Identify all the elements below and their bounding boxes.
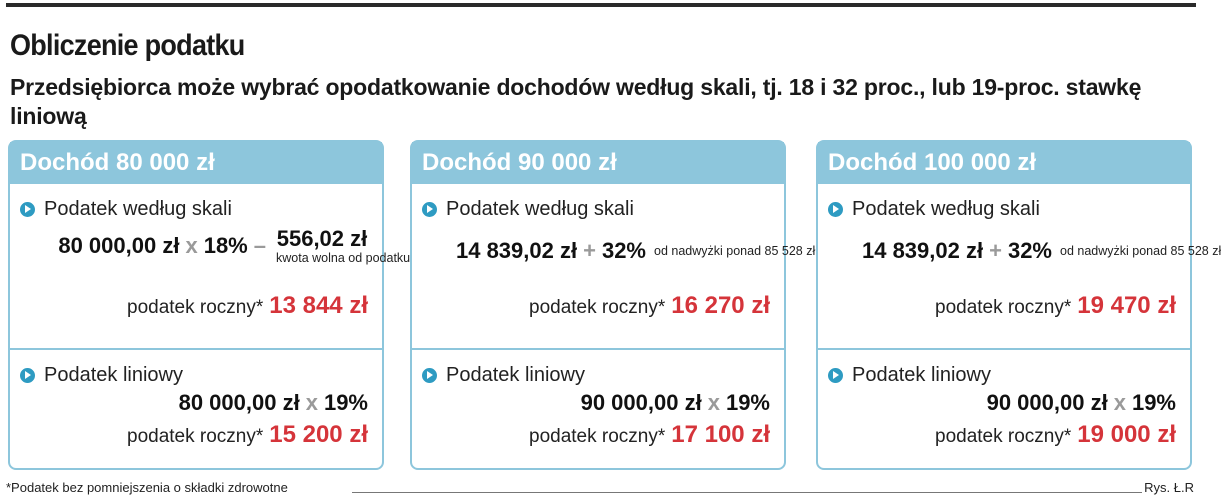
- arrow-bullet-icon: [828, 368, 843, 383]
- linear-tax-formula: [179, 390, 368, 416]
- scale-tax-label: Podatek według skali: [44, 198, 232, 220]
- surplus-note: od nadwyżki ponad 85 528 zł: [654, 243, 816, 258]
- deduction-note: kwota wolna od podatku: [276, 251, 411, 265]
- result-label: podatek roczny*: [127, 426, 264, 447]
- scale-rate: 32%: [1007, 238, 1052, 263]
- income-panel-90000: [410, 140, 816, 470]
- linear-tax-label: Podatek liniowy: [852, 364, 991, 386]
- plus-operator: +: [583, 238, 596, 263]
- linear-tax-amount: 15 200 zł: [269, 421, 368, 448]
- surplus-note: od nadwyżki ponad 85 528 zł: [1060, 243, 1221, 258]
- scale-deduction: 556,02 zł: [276, 226, 368, 251]
- scale-tax-result: [935, 292, 1176, 320]
- linear-base: 80 000,00 zł: [178, 390, 300, 415]
- linear-tax-result: [529, 421, 770, 449]
- scale-tax-amount: 16 270 zł: [671, 292, 770, 319]
- arrow-bullet-icon: [422, 368, 437, 383]
- panel-header: Dochód 100 000 zł: [818, 142, 1190, 184]
- result-label: podatek roczny*: [127, 297, 264, 318]
- multiply-operator: x: [707, 390, 720, 415]
- top-rule: [6, 3, 1196, 7]
- arrow-bullet-icon: [828, 202, 843, 217]
- multiply-operator: x: [305, 390, 318, 415]
- scale-tax-heading: [20, 198, 232, 221]
- arrow-bullet-icon: [422, 202, 437, 217]
- result-label: podatek roczny*: [529, 297, 666, 318]
- arrow-bullet-icon: [20, 368, 35, 383]
- footnote-rule: [352, 492, 1142, 493]
- result-label: podatek roczny*: [935, 426, 1072, 447]
- footnote: *Podatek bez pomniejszenia o składki zdrowotne: [6, 480, 288, 495]
- deduction-block: [276, 226, 411, 265]
- income-panel-100000: [816, 140, 1221, 470]
- scale-tax-result: [127, 292, 368, 320]
- multiply-operator: x: [185, 232, 198, 258]
- income-panel-80000: [8, 140, 411, 470]
- scale-tax-formula: [455, 238, 816, 264]
- linear-tax-amount: 17 100 zł: [671, 421, 770, 448]
- linear-tax-heading: [422, 364, 585, 387]
- scale-base: 80 000,00 zł: [58, 232, 180, 258]
- scale-rate: 18%: [203, 232, 248, 258]
- linear-tax-formula: [987, 390, 1176, 416]
- linear-tax-label: Podatek liniowy: [44, 364, 183, 386]
- plus-operator: +: [989, 238, 1002, 263]
- linear-base: 90 000,00 zł: [986, 390, 1108, 415]
- scale-tax-label: Podatek według skali: [446, 198, 634, 220]
- scale-tax-amount: 13 844 zł: [269, 292, 368, 319]
- page-subtitle: Przedsiębiorca może wybrać opodatkowanie dochodów według skali, tj. 18 i 32 proc., lub 19-proc. stawkę liniową: [10, 74, 1142, 129]
- linear-rate: 19%: [725, 390, 770, 415]
- linear-tax-heading: [20, 364, 183, 387]
- scale-tax-heading: [422, 198, 634, 221]
- linear-tax-heading: [828, 364, 991, 387]
- scale-rate: 32%: [601, 238, 646, 263]
- linear-rate: 19%: [323, 390, 368, 415]
- linear-rate: 19%: [1131, 390, 1176, 415]
- scale-base: 14 839,02 zł: [861, 238, 984, 263]
- panel-header: Dochód 80 000 zł: [10, 142, 382, 184]
- arrow-bullet-icon: [20, 202, 35, 217]
- scale-base: 14 839,02 zł: [455, 238, 578, 263]
- scale-tax-heading: [828, 198, 1040, 221]
- panel-divider: [412, 348, 784, 350]
- minus-operator: –: [253, 232, 266, 258]
- linear-tax-amount: 19 000 zł: [1077, 421, 1176, 448]
- scale-tax-amount: 19 470 zł: [1077, 292, 1176, 319]
- credit: Rys. Ł.R: [1144, 480, 1194, 495]
- panel-divider: [818, 348, 1190, 350]
- result-label: podatek roczny*: [935, 297, 1072, 318]
- linear-tax-result: [127, 421, 368, 449]
- linear-base: 90 000,00 zł: [580, 390, 702, 415]
- linear-tax-result: [935, 421, 1176, 449]
- scale-tax-formula: [58, 226, 411, 265]
- linear-tax-formula: [581, 390, 770, 416]
- scale-tax-formula: [861, 238, 1221, 264]
- scale-tax-result: [529, 292, 770, 320]
- result-label: podatek roczny*: [529, 426, 666, 447]
- scale-tax-label: Podatek według skali: [852, 198, 1040, 220]
- panel-header: Dochód 90 000 zł: [412, 142, 784, 184]
- multiply-operator: x: [1113, 390, 1126, 415]
- panel-divider: [10, 348, 382, 350]
- linear-tax-label: Podatek liniowy: [446, 364, 585, 386]
- page-title: Obliczenie podatku: [10, 29, 245, 62]
